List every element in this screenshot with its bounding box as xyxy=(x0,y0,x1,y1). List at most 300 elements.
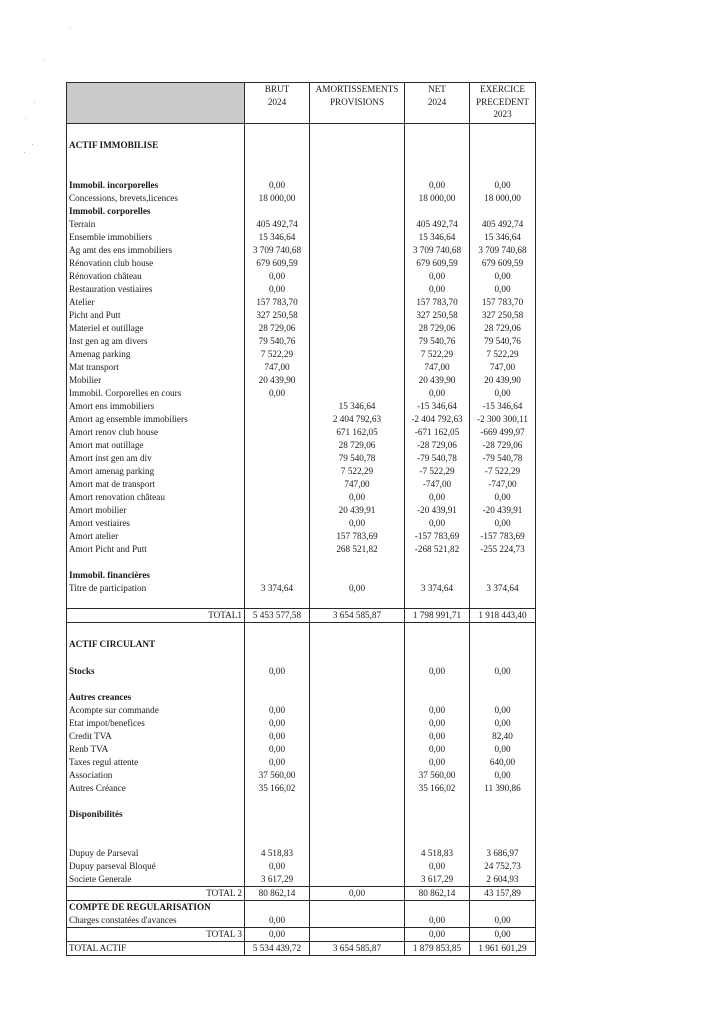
amortissements-value xyxy=(310,166,405,179)
net-value xyxy=(405,595,470,609)
brut-value: 157 783,70 xyxy=(245,296,310,309)
exercice-precedent-value: -79 540,78 xyxy=(470,452,536,465)
amortissements-value: 79 540,78 xyxy=(310,452,405,465)
amortissements-value: 268 521,82 xyxy=(310,543,405,556)
net-value: 327 250,58 xyxy=(405,309,470,322)
row-label: Stocks xyxy=(67,665,245,678)
table-row xyxy=(67,530,536,543)
row-label: Ag amt des ens immobiliers xyxy=(67,244,245,257)
net-value: -7 522,29 xyxy=(405,465,470,478)
exercice-precedent-value: 0,00 xyxy=(470,283,536,296)
group-title-disponibilites xyxy=(67,808,536,821)
net-value xyxy=(405,821,470,847)
brut-value: 80 862,14 xyxy=(245,887,310,901)
net-value: 18 000,00 xyxy=(405,192,470,205)
brut-value xyxy=(245,901,310,915)
row-label: Credit TVA xyxy=(67,730,245,743)
brut-value xyxy=(245,543,310,556)
amortissements-value: 671 162,05 xyxy=(310,426,405,439)
amortissements-value xyxy=(310,179,405,192)
exercice-precedent-value xyxy=(470,124,536,167)
net-value: 157 783,70 xyxy=(405,296,470,309)
row-label: Autres creances xyxy=(67,691,245,704)
amortissements-value xyxy=(310,192,405,205)
exercice-precedent-value: -15 346,64 xyxy=(470,400,536,413)
row-label: Amort mat de transport xyxy=(67,478,245,491)
net-value: 0,00 xyxy=(405,387,470,400)
amortissements-value xyxy=(310,730,405,743)
row-label: Amort Picht and Putt xyxy=(67,543,245,556)
brut-value: 747,00 xyxy=(245,361,310,374)
amortissements-value xyxy=(310,309,405,322)
row-label: Amort inst gen am div xyxy=(67,452,245,465)
row-label: Immobil. financières xyxy=(67,569,245,582)
exercice-precedent-value: 11 390,86 xyxy=(470,782,536,795)
net-value xyxy=(405,795,470,808)
exercice-precedent-value: 3 709 740,68 xyxy=(470,244,536,257)
header-amortissements: AMORTISSEMENTS PROVISIONS xyxy=(310,83,405,124)
table-row xyxy=(67,704,536,717)
table-row xyxy=(67,270,536,283)
net-value: 20 439,90 xyxy=(405,374,470,387)
net-value: 0,00 xyxy=(405,270,470,283)
row-label: Concessions, brevets,licences xyxy=(67,192,245,205)
table-row xyxy=(67,361,536,374)
scan-speck xyxy=(70,27,71,28)
net-value: -157 783,69 xyxy=(405,530,470,543)
amortissements-value xyxy=(310,928,405,942)
amortissements-value: 3 654 585,87 xyxy=(310,609,405,623)
table-row xyxy=(67,914,536,928)
brut-value xyxy=(245,491,310,504)
table-row xyxy=(67,400,536,413)
table-row xyxy=(67,192,536,205)
net-value: 79 540,76 xyxy=(405,335,470,348)
row-label: Rénovation château xyxy=(67,270,245,283)
row-label: Titre de participation xyxy=(67,582,245,595)
row-label: Taxes regul attente xyxy=(67,756,245,769)
row-label: Amort amenag parking xyxy=(67,465,245,478)
table-row xyxy=(67,257,536,270)
row-label: Charges constatées d'avances xyxy=(67,914,245,928)
table-row xyxy=(67,491,536,504)
row-label: Materiel et outillage xyxy=(67,322,245,335)
exercice-precedent-value: 1 961 601,29 xyxy=(470,942,536,956)
row-label: Immobil. corporelles xyxy=(67,205,245,218)
amortissements-value xyxy=(310,678,405,691)
amortissements-value xyxy=(310,205,405,218)
amortissements-value xyxy=(310,270,405,283)
net-value: 0,00 xyxy=(405,283,470,296)
brut-value: 20 439,90 xyxy=(245,374,310,387)
exercice-precedent-value: -20 439,91 xyxy=(470,504,536,517)
row-label: Amort ag ensemble immobiliers xyxy=(67,413,245,426)
brut-value xyxy=(245,504,310,517)
amortissements-value xyxy=(310,873,405,887)
brut-value xyxy=(245,795,310,808)
header-row xyxy=(67,83,536,124)
amortissements-value xyxy=(310,914,405,928)
brut-value: 35 166,02 xyxy=(245,782,310,795)
stocks-row xyxy=(67,665,536,678)
amortissements-value xyxy=(310,283,405,296)
net-value: 405 492,74 xyxy=(405,218,470,231)
net-value: 1 879 853,85 xyxy=(405,942,470,956)
brut-value: 7 522,29 xyxy=(245,348,310,361)
row-label: Amenag parking xyxy=(67,348,245,361)
net-value: -28 729,06 xyxy=(405,439,470,452)
exercice-precedent-value: 82,40 xyxy=(470,730,536,743)
net-value: 0,00 xyxy=(405,491,470,504)
exercice-precedent-value: -157 783,69 xyxy=(470,530,536,543)
exercice-precedent-value: -255 224,73 xyxy=(470,543,536,556)
row-label: Amort atelier xyxy=(67,530,245,543)
exercice-precedent-value: 3 686,97 xyxy=(470,847,536,860)
exercice-precedent-value: 0,00 xyxy=(470,914,536,928)
brut-value xyxy=(245,400,310,413)
spacer-row xyxy=(67,595,536,609)
table-row xyxy=(67,335,536,348)
scan-speck xyxy=(24,152,25,153)
table-row xyxy=(67,730,536,743)
brut-value xyxy=(245,452,310,465)
net-value: -20 439,91 xyxy=(405,504,470,517)
row-label: Dupuy parseval Bloqué xyxy=(67,860,245,873)
net-value xyxy=(405,678,470,691)
exercice-precedent-value: 0,00 xyxy=(470,665,536,678)
net-value: 0,00 xyxy=(405,730,470,743)
amortissements-value xyxy=(310,595,405,609)
amortissements-value: 0,00 xyxy=(310,517,405,530)
table-row xyxy=(67,769,536,782)
net-value: 679 609,59 xyxy=(405,257,470,270)
net-value: -15 346,64 xyxy=(405,400,470,413)
exercice-precedent-value: 0,00 xyxy=(470,704,536,717)
row-label: TOTAL1 xyxy=(67,609,245,623)
net-value: -268 521,82 xyxy=(405,543,470,556)
exercice-precedent-value: 7 522,29 xyxy=(470,348,536,361)
exercice-precedent-value xyxy=(470,901,536,915)
row-label: Association xyxy=(67,769,245,782)
net-value: -79 540,78 xyxy=(405,452,470,465)
brut-value: 5 453 577,58 xyxy=(245,609,310,623)
amortissements-value xyxy=(310,743,405,756)
net-value: 0,00 xyxy=(405,756,470,769)
spacer-row xyxy=(67,821,536,847)
exercice-precedent-value: 0,00 xyxy=(470,769,536,782)
net-value: 3 709 740,68 xyxy=(405,244,470,257)
amortissements-value xyxy=(310,901,405,915)
table-row xyxy=(67,478,536,491)
brut-value xyxy=(245,205,310,218)
row-label: Autres Créance xyxy=(67,782,245,795)
amortissements-value xyxy=(310,821,405,847)
row-label xyxy=(67,556,245,569)
group-title-incorporelles xyxy=(67,179,536,192)
exercice-precedent-value: 405 492,74 xyxy=(470,218,536,231)
amortissements-value xyxy=(310,795,405,808)
brut-value: 0,00 xyxy=(245,730,310,743)
brut-value xyxy=(245,465,310,478)
net-value: 0,00 xyxy=(405,860,470,873)
amortissements-value xyxy=(310,257,405,270)
amortissements-value xyxy=(310,569,405,582)
header-label-cell xyxy=(67,83,245,124)
brut-value xyxy=(245,556,310,569)
net-value: 28 729,06 xyxy=(405,322,470,335)
row-label: Amort ens immobiliers xyxy=(67,400,245,413)
exercice-precedent-value: 43 157,89 xyxy=(470,887,536,901)
table-row xyxy=(67,231,536,244)
group-title-financieres xyxy=(67,569,536,582)
amortissements-value xyxy=(310,769,405,782)
exercice-precedent-value: 0,00 xyxy=(470,270,536,283)
brut-value: 0,00 xyxy=(245,387,310,400)
table-row xyxy=(67,439,536,452)
brut-value: 79 540,76 xyxy=(245,335,310,348)
brut-value: 679 609,59 xyxy=(245,257,310,270)
table-row xyxy=(67,426,536,439)
amortissements-value xyxy=(310,782,405,795)
net-value: 0,00 xyxy=(405,743,470,756)
brut-value xyxy=(245,124,310,167)
brut-value: 0,00 xyxy=(245,928,310,942)
row-label: Rénovation club house xyxy=(67,257,245,270)
brut-value: 0,00 xyxy=(245,717,310,730)
table-row xyxy=(67,717,536,730)
brut-value xyxy=(245,595,310,609)
net-value xyxy=(405,691,470,704)
exercice-precedent-value xyxy=(470,595,536,609)
row-label: Amort renovation château xyxy=(67,491,245,504)
table-row xyxy=(67,743,536,756)
amortissements-value xyxy=(310,860,405,873)
amortissements-value xyxy=(310,717,405,730)
row-label xyxy=(67,821,245,847)
brut-value xyxy=(245,678,310,691)
spacer-row xyxy=(67,795,536,808)
table-row xyxy=(67,322,536,335)
exercice-precedent-value: 1 918 443,40 xyxy=(470,609,536,623)
row-label: Immobil. incorporelles xyxy=(67,179,245,192)
net-value: 0,00 xyxy=(405,914,470,928)
net-value xyxy=(405,623,470,666)
row-label: Inst gen ag am divers xyxy=(67,335,245,348)
net-value: 0,00 xyxy=(405,517,470,530)
table-row xyxy=(67,348,536,361)
scan-speck xyxy=(43,59,44,60)
net-value: 0,00 xyxy=(405,928,470,942)
net-value: 1 798 991,71 xyxy=(405,609,470,623)
net-value: 37 560,00 xyxy=(405,769,470,782)
net-value: 4 518,83 xyxy=(405,847,470,860)
exercice-precedent-value: 79 540,76 xyxy=(470,335,536,348)
net-value: -747,00 xyxy=(405,478,470,491)
amortissements-value xyxy=(310,124,405,167)
exercice-precedent-value: 24 752,73 xyxy=(470,860,536,873)
brut-value xyxy=(245,517,310,530)
total-2-row xyxy=(67,887,536,901)
row-label: Amort renov club house xyxy=(67,426,245,439)
exercice-precedent-value xyxy=(470,691,536,704)
table-row xyxy=(67,504,536,517)
exercice-precedent-value xyxy=(470,205,536,218)
net-value: 7 522,29 xyxy=(405,348,470,361)
brut-value xyxy=(245,821,310,847)
brut-value xyxy=(245,439,310,452)
row-label: Acompte sur commande xyxy=(67,704,245,717)
amortissements-value xyxy=(310,847,405,860)
exercice-precedent-value: 28 729,06 xyxy=(470,322,536,335)
exercice-precedent-value xyxy=(470,166,536,179)
group-title-autres-creances xyxy=(67,691,536,704)
brut-value: 5 534 439,72 xyxy=(245,942,310,956)
table-row xyxy=(67,782,536,795)
net-value: 35 166,02 xyxy=(405,782,470,795)
row-label: Amort mat outillage xyxy=(67,439,245,452)
brut-value: 15 346,64 xyxy=(245,231,310,244)
amortissements-value: 747,00 xyxy=(310,478,405,491)
table-row xyxy=(67,847,536,860)
amortissements-value: 15 346,64 xyxy=(310,400,405,413)
exercice-precedent-value: -747,00 xyxy=(470,478,536,491)
total-1-row xyxy=(67,609,536,623)
row-label: Amort mobilier xyxy=(67,504,245,517)
table-row xyxy=(67,244,536,257)
exercice-precedent-value: 327 250,58 xyxy=(470,309,536,322)
brut-value: 0,00 xyxy=(245,704,310,717)
table-row xyxy=(67,413,536,426)
brut-value xyxy=(245,530,310,543)
brut-value: 0,00 xyxy=(245,860,310,873)
row-label: TOTAL ACTIF xyxy=(67,942,245,956)
exercice-precedent-value: 15 346,64 xyxy=(470,231,536,244)
brut-value: 0,00 xyxy=(245,665,310,678)
scan-speck xyxy=(34,102,35,103)
brut-value: 0,00 xyxy=(245,743,310,756)
exercice-precedent-value: -7 522,29 xyxy=(470,465,536,478)
net-value: 0,00 xyxy=(405,665,470,678)
total-actif-row xyxy=(67,942,536,956)
brut-value: 3 617,29 xyxy=(245,873,310,887)
exercice-precedent-value: -669 499,97 xyxy=(470,426,536,439)
exercice-precedent-value: -28 729,06 xyxy=(470,439,536,452)
net-value xyxy=(405,166,470,179)
net-value: 3 617,29 xyxy=(405,873,470,887)
brut-value xyxy=(245,426,310,439)
amortissements-value xyxy=(310,231,405,244)
spacer-row xyxy=(67,678,536,691)
net-value: 15 346,64 xyxy=(405,231,470,244)
brut-value xyxy=(245,413,310,426)
exercice-precedent-value xyxy=(470,821,536,847)
exercice-precedent-value: 640,00 xyxy=(470,756,536,769)
net-value: 0,00 xyxy=(405,704,470,717)
spacer-row xyxy=(67,556,536,569)
section-title-actif-circulant xyxy=(67,623,536,666)
row-label: ACTIF IMMOBILISE xyxy=(67,124,245,167)
table-row xyxy=(67,873,536,887)
row-label: Renb TVA xyxy=(67,743,245,756)
row-label: Terrain xyxy=(67,218,245,231)
amortissements-value: 20 439,91 xyxy=(310,504,405,517)
row-label: TOTAL 2 xyxy=(67,887,245,901)
section-title-actif-immobilise xyxy=(67,124,536,167)
net-value: 0,00 xyxy=(405,179,470,192)
net-value: -2 404 792,63 xyxy=(405,413,470,426)
row-label: Etat impot/benefices xyxy=(67,717,245,730)
row-label: Mobilier xyxy=(67,374,245,387)
brut-value: 37 560,00 xyxy=(245,769,310,782)
row-label: Immobil. Corporelles en cours xyxy=(67,387,245,400)
row-label: Restauration vestiaires xyxy=(67,283,245,296)
table-row xyxy=(67,756,536,769)
brut-value xyxy=(245,808,310,821)
net-value xyxy=(405,569,470,582)
table-row xyxy=(67,582,536,595)
table-row xyxy=(67,452,536,465)
scan-speck xyxy=(25,118,26,119)
amortissements-value: 3 654 585,87 xyxy=(310,942,405,956)
brut-value xyxy=(245,166,310,179)
net-value xyxy=(405,808,470,821)
row-label: Ensemble immobiliers xyxy=(67,231,245,244)
table-row xyxy=(67,374,536,387)
net-value xyxy=(405,205,470,218)
exercice-precedent-value xyxy=(470,569,536,582)
net-value xyxy=(405,556,470,569)
row-label: COMPTE DE REGULARISATION xyxy=(67,901,245,915)
brut-value xyxy=(245,623,310,666)
amortissements-value xyxy=(310,374,405,387)
brut-value: 3 709 740,68 xyxy=(245,244,310,257)
amortissements-value: 0,00 xyxy=(310,491,405,504)
amortissements-value xyxy=(310,387,405,400)
amortissements-value xyxy=(310,756,405,769)
table-row xyxy=(67,283,536,296)
row-label: ACTIF CIRCULANT xyxy=(67,623,245,666)
scan-speck xyxy=(32,144,33,145)
exercice-precedent-value: -2 300 300,11 xyxy=(470,413,536,426)
row-label: Mat transport xyxy=(67,361,245,374)
total-3-row xyxy=(67,928,536,942)
row-label: Atelier xyxy=(67,296,245,309)
amortissements-value: 157 783,69 xyxy=(310,530,405,543)
table-row xyxy=(67,387,536,400)
brut-value: 18 000,00 xyxy=(245,192,310,205)
amortissements-value: 0,00 xyxy=(310,887,405,901)
net-value: 80 862,14 xyxy=(405,887,470,901)
row-label xyxy=(67,795,245,808)
header-net: NET 2024 xyxy=(405,83,470,124)
net-value xyxy=(405,901,470,915)
spacer-row xyxy=(67,166,536,179)
amortissements-value xyxy=(310,296,405,309)
exercice-precedent-value: 0,00 xyxy=(470,743,536,756)
amortissements-value xyxy=(310,808,405,821)
row-label: Dupuy de Parseval xyxy=(67,847,245,860)
table-row xyxy=(67,543,536,556)
amortissements-value: 0,00 xyxy=(310,582,405,595)
group-title-corporelles xyxy=(67,205,536,218)
row-label xyxy=(67,166,245,179)
exercice-precedent-value: 0,00 xyxy=(470,387,536,400)
exercice-precedent-value: 20 439,90 xyxy=(470,374,536,387)
table-row xyxy=(67,218,536,231)
row-label: Societe Generale xyxy=(67,873,245,887)
amortissements-value xyxy=(310,556,405,569)
exercice-precedent-value: 3 374,64 xyxy=(470,582,536,595)
